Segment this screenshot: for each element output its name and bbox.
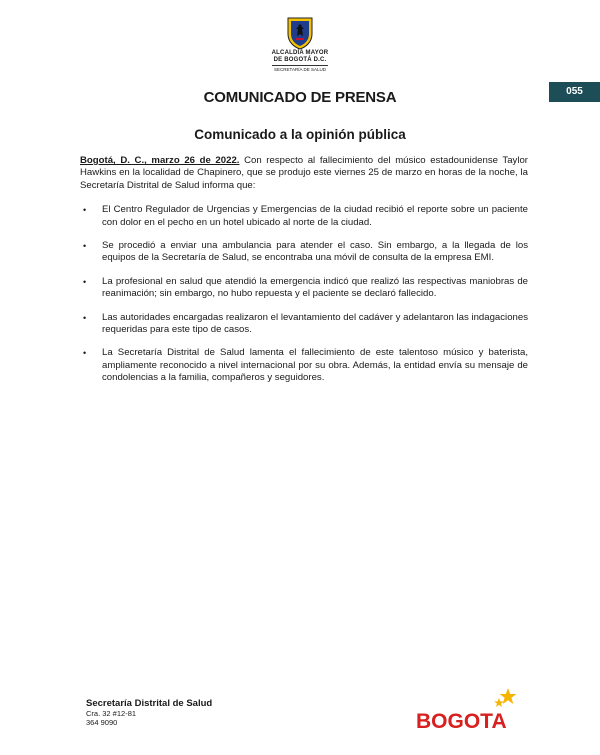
list-item-text: Se procedió a enviar una ambulancia para atender el caso. Sin embargo, a la llegada de los equipos de la Secretaría de Salud, se encontraba una móvil de consulta de la empresa EMI. bbox=[102, 240, 528, 264]
bullet-list bbox=[80, 204, 528, 384]
org-name-line1: ALCALDÍA MAYOR bbox=[271, 50, 329, 56]
document-body bbox=[80, 155, 528, 396]
footer-address: Cra. 32 #12-81 bbox=[86, 709, 137, 718]
bullet-icon: • bbox=[83, 276, 87, 287]
document-subtitle: Comunicado a la opinión pública bbox=[194, 127, 406, 142]
org-name-line2: DE BOGOTÁ D.C. bbox=[273, 57, 327, 63]
bullet-icon: • bbox=[83, 241, 87, 252]
list-item-text: Las autoridades encargadas realizaron el levantamiento del cadáver y adelantaron las indagaciones requeridas para este tipo de casos. bbox=[102, 311, 528, 336]
dateline: Bogotá, D. C., marzo 26 de 2022. bbox=[80, 155, 240, 166]
list-item bbox=[80, 204, 528, 229]
star-icon bbox=[494, 698, 504, 707]
footer-phone: 364 9090 bbox=[86, 718, 118, 727]
list-item bbox=[80, 276, 528, 301]
footer-org-name: Secretaría Distrital de Salud bbox=[86, 698, 213, 709]
bullet-icon: • bbox=[83, 312, 87, 323]
bogota-wordmark: BOGOTA bbox=[416, 710, 507, 733]
list-item bbox=[80, 312, 528, 337]
list-item-text: La Secretaría Distrital de Salud lamenta el fallecimiento de este talentoso músico y baterista, ampliamente reconocido a nivel internacional por su obra. Además, la entidad envía su mensaje de condolencias a la familia, compañeros y seguidores. bbox=[102, 347, 528, 384]
footer-contact bbox=[86, 698, 212, 727]
list-item bbox=[80, 347, 528, 384]
bullet-icon: • bbox=[83, 348, 87, 359]
bullet-icon: • bbox=[83, 205, 87, 216]
intro-text: Con respecto al fallecimiento del músico estadounidense Taylor Hawkins en la localidad de Chapinero, que se produjo este viernes 25 de marzo en horas de la noche, la Secretaría Distrital de Salud informa que: bbox=[80, 155, 528, 191]
letterhead bbox=[0, 16, 600, 73]
bogota-logo bbox=[412, 686, 522, 736]
coat-of-arms-icon bbox=[285, 16, 315, 50]
intro-paragraph bbox=[80, 155, 528, 192]
document-number-badge: 055 bbox=[549, 82, 600, 102]
press-release-title: COMUNICADO DE PRENSA bbox=[203, 89, 397, 106]
list-item-text: El Centro Regulador de Urgencias y Emergencias de la ciudad recibió el reporte sobre un paciente con dolor en el pecho en un hotel ubicado al norte de la ciudad. bbox=[102, 204, 528, 228]
org-subtitle: SECRETARÍA DE SALUD bbox=[272, 65, 328, 73]
list-item bbox=[80, 240, 528, 265]
list-item-text: La profesional en salud que atendió la emergencia indicó que realizó las respectivas maniobras de reanimación; sin embargo, no hubo repuesta y el paciente se declaró fallecido. bbox=[102, 275, 528, 300]
